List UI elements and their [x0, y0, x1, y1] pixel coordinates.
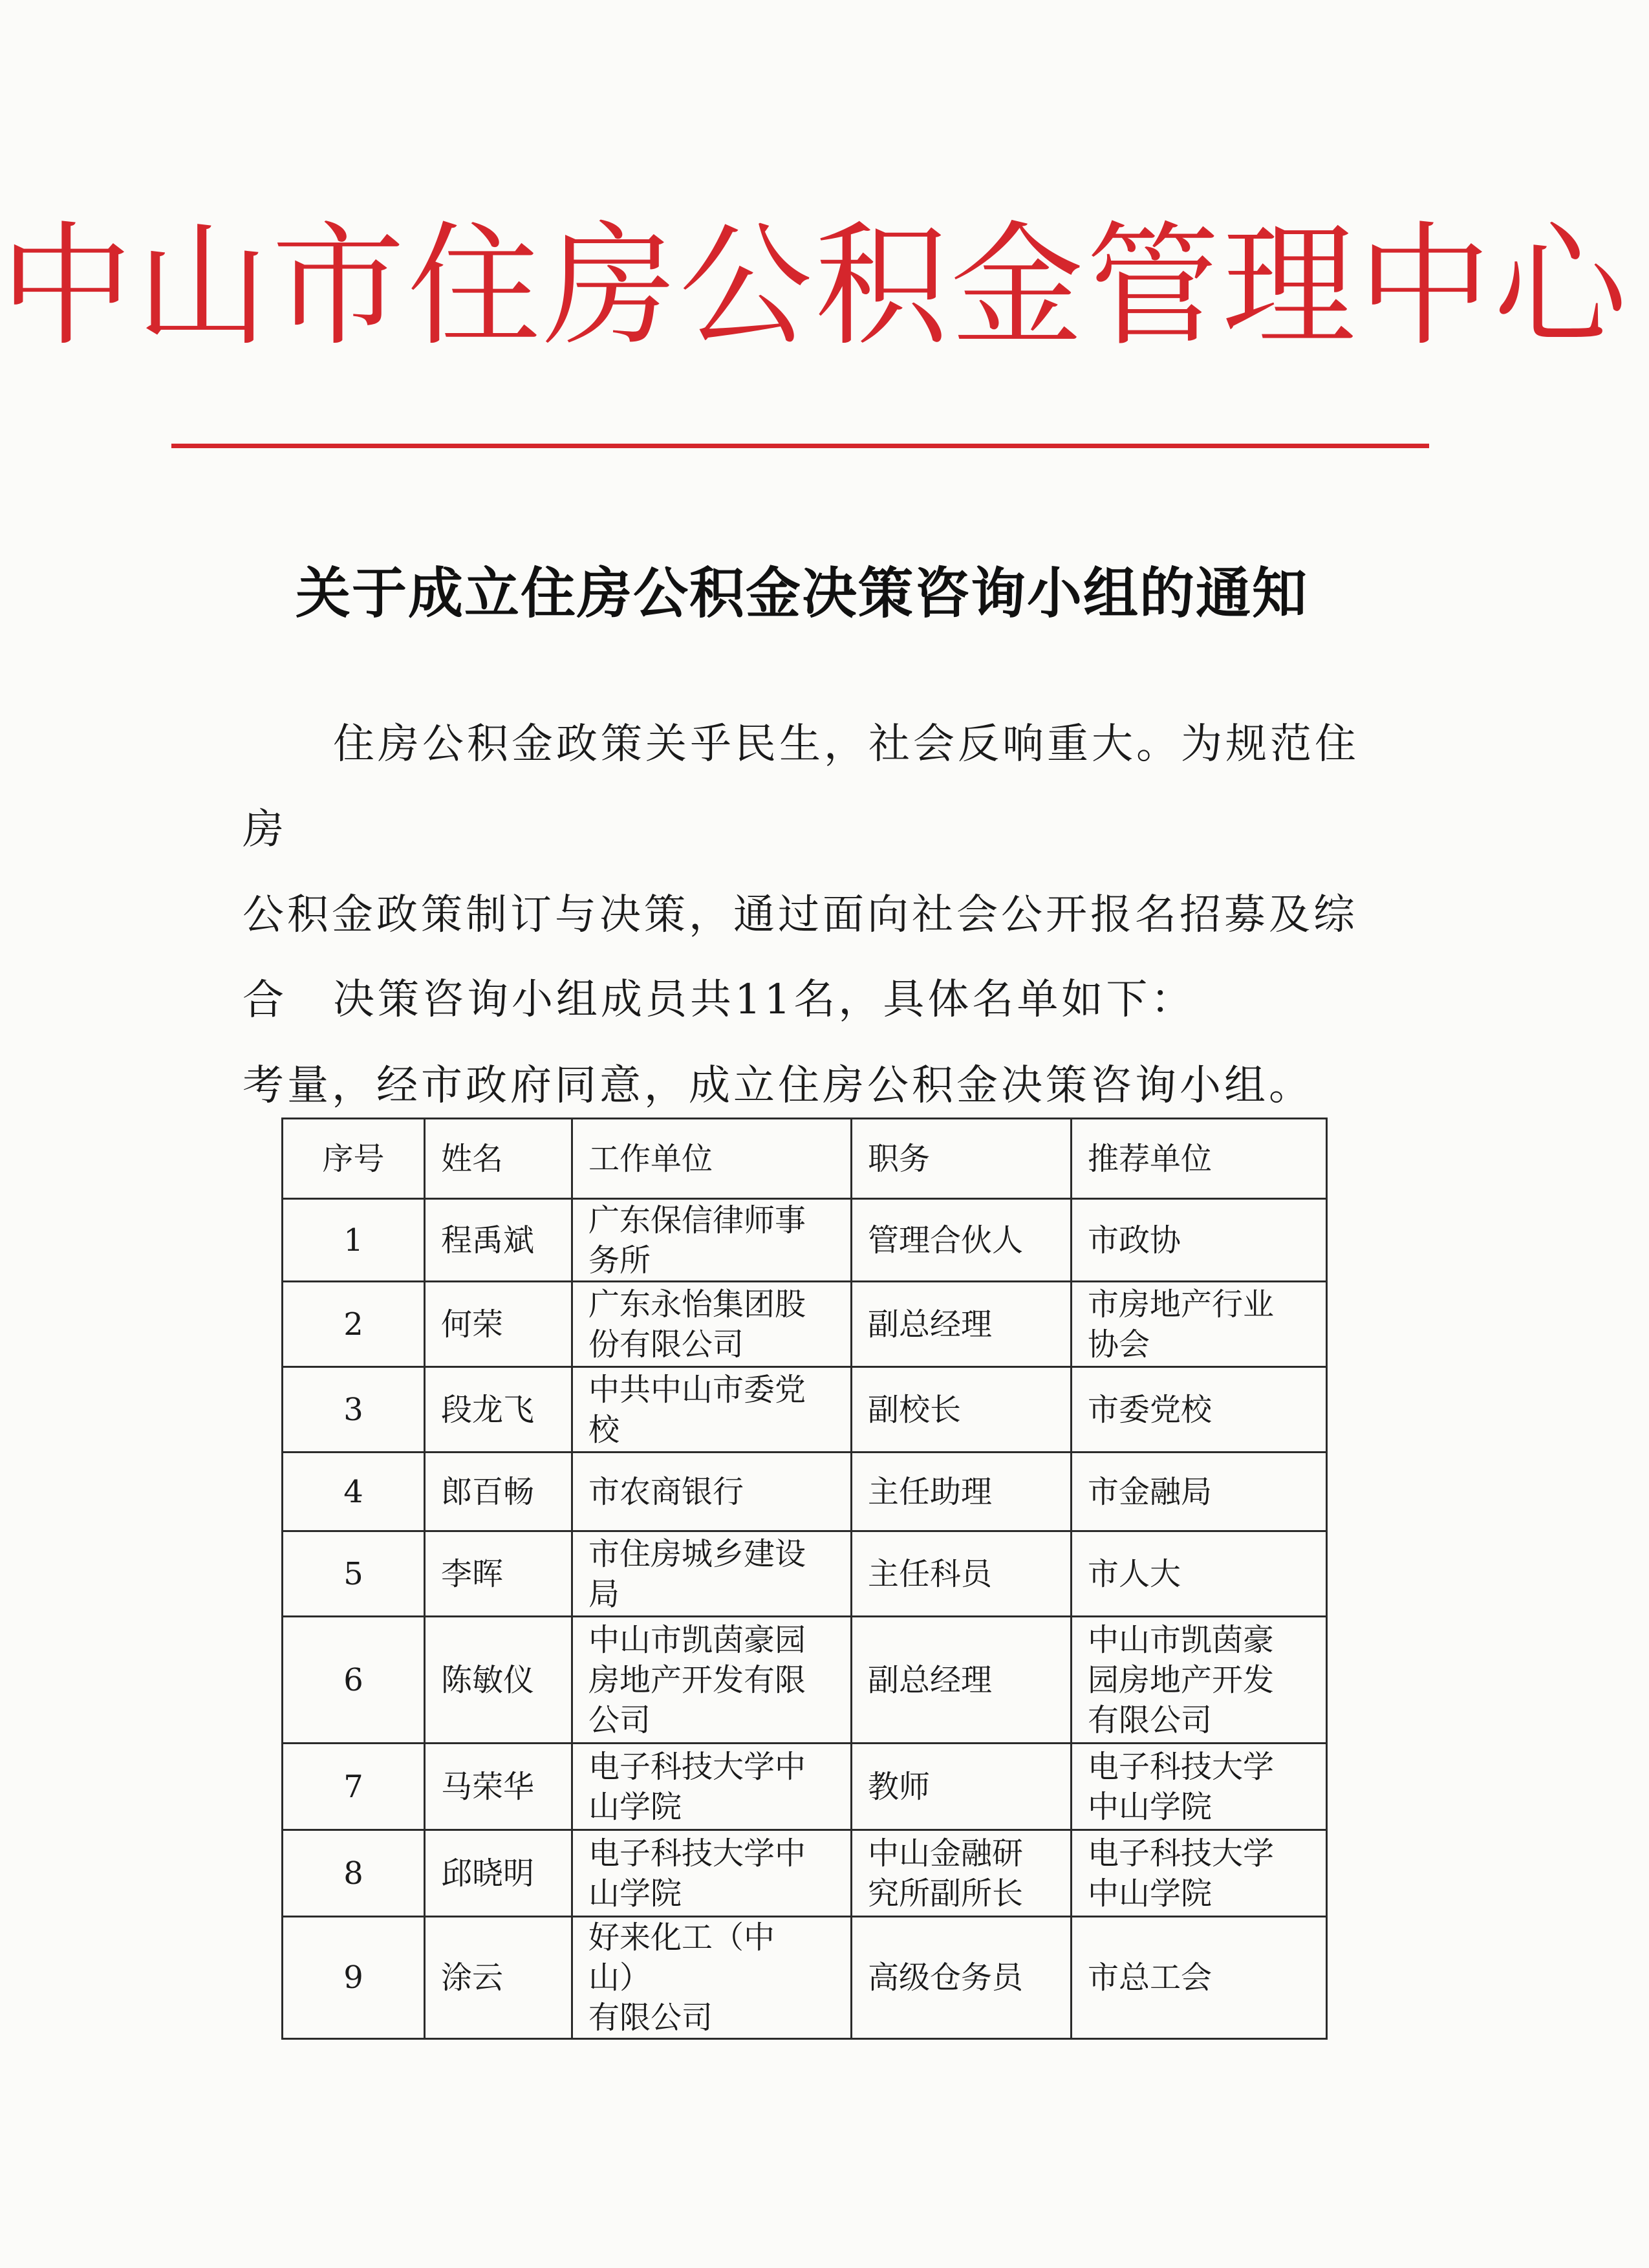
cell-position-text: 主任助理 — [868, 1473, 993, 1510]
cell-index: 8 — [283, 1830, 425, 1917]
cell-index: 1 — [283, 1199, 425, 1282]
cell-index: 9 — [283, 1917, 425, 2039]
member-list-table — [281, 1118, 1328, 2040]
cell-position-text: 副总经理 — [868, 1661, 993, 1698]
cell-employer — [572, 1453, 852, 1531]
cell-name: 何荣 — [425, 1282, 572, 1367]
cell-position — [852, 1367, 1072, 1453]
cell-position — [852, 1617, 1072, 1744]
cell-name: 郎百畅 — [425, 1453, 572, 1531]
cell-position — [852, 1199, 1072, 1282]
table-row — [283, 1453, 1327, 1531]
cell-employer — [572, 1830, 852, 1917]
cell-employer-text: 电子科技大学中 山学院 — [588, 1748, 806, 1825]
cell-recommender-text: 市人大 — [1088, 1555, 1181, 1592]
table-row — [283, 1282, 1327, 1367]
cell-position — [852, 1744, 1072, 1830]
intro-paragraph — [242, 702, 1381, 1129]
cell-recommender-text: 市总工会 — [1088, 1960, 1212, 1996]
cell-name: 程禹斌 — [425, 1199, 572, 1282]
cell-position-text: 副总经理 — [868, 1306, 993, 1343]
cell-recommender — [1072, 1830, 1327, 1917]
header-recommender: 推荐单位 — [1072, 1119, 1327, 1199]
cell-name: 段龙飞 — [425, 1367, 572, 1453]
cell-recommender-text: 中山市凯茵豪 园房地产开发 有限公司 — [1088, 1621, 1275, 1738]
cell-recommender — [1072, 1617, 1327, 1744]
cell-position — [852, 1830, 1072, 1917]
notice-title: 关于成立住房公积金决策咨询小组的通知 — [295, 562, 1308, 626]
cell-employer-text: 广东保信律师事 务所 — [588, 1202, 806, 1279]
cell-name: 马荣华 — [425, 1744, 572, 1830]
member-count-paragraph — [242, 957, 1381, 1042]
table-row — [283, 1367, 1327, 1453]
cell-recommender-text: 市委党校 — [1088, 1391, 1212, 1428]
cell-employer — [572, 1367, 852, 1453]
cell-employer-text: 市住房城乡建设 局 — [588, 1535, 806, 1612]
cell-employer — [572, 1199, 852, 1282]
header-name: 姓名 — [425, 1119, 572, 1199]
cell-index: 6 — [283, 1617, 425, 1744]
cell-recommender-text: 市政协 — [1088, 1222, 1181, 1258]
cell-index: 3 — [283, 1367, 425, 1453]
cell-employer-text: 好来化工（中山） 有限公司 — [588, 1919, 775, 2036]
cell-recommender-text: 市房地产行业 协会 — [1088, 1286, 1275, 1363]
header-employer: 工作单位 — [572, 1119, 852, 1199]
cell-employer-text: 市农商银行 — [588, 1473, 744, 1510]
cell-recommender — [1072, 1367, 1327, 1453]
header-position: 职务 — [852, 1119, 1072, 1199]
table-row — [283, 1531, 1327, 1617]
cell-recommender-text: 电子科技大学 中山学院 — [1088, 1748, 1275, 1825]
cell-position-text: 教师 — [868, 1768, 931, 1805]
cell-recommender — [1072, 1531, 1327, 1617]
cell-position-text: 高级仓务员 — [868, 1960, 1024, 1996]
table-header-row — [283, 1119, 1327, 1199]
table-row — [283, 1199, 1327, 1282]
cell-recommender-text: 市金融局 — [1088, 1473, 1212, 1510]
cell-employer — [572, 1917, 852, 2039]
cell-index: 2 — [283, 1282, 425, 1367]
cell-name: 邱晓明 — [425, 1830, 572, 1917]
intro-paragraph-text: 住房公积金政策关乎民生，社会反响重大。为规范住房 公积金政策制订与决策，通过面向社会公开报名招募及综合 考量，经市政府同意，成立住房公积金决策咨询小组。 — [242, 720, 1359, 1110]
cell-position-text: 管理合伙人 — [868, 1222, 1024, 1258]
table-row — [283, 1744, 1327, 1830]
cell-employer — [572, 1617, 852, 1744]
cell-recommender-text: 电子科技大学 中山学院 — [1088, 1835, 1275, 1912]
cell-index: 4 — [283, 1453, 425, 1531]
cell-employer — [572, 1531, 852, 1617]
cell-position-text: 主任科员 — [868, 1555, 993, 1592]
cell-position — [852, 1917, 1072, 2039]
table-row — [283, 1617, 1327, 1744]
letterhead-red-rule — [171, 444, 1429, 448]
org-letterhead-title: 中山市住房公积金管理中心 — [0, 209, 1630, 364]
cell-employer-text: 中共中山市委党 校 — [588, 1371, 806, 1448]
cell-recommender — [1072, 1282, 1327, 1367]
cell-employer-text: 中山市凯茵豪园 房地产开发有限 公司 — [588, 1621, 806, 1738]
cell-recommender — [1072, 1199, 1327, 1282]
cell-index: 5 — [283, 1531, 425, 1617]
cell-name: 陈敏仪 — [425, 1617, 572, 1744]
cell-position — [852, 1453, 1072, 1531]
cell-index: 7 — [283, 1744, 425, 1830]
cell-recommender — [1072, 1917, 1327, 2039]
cell-name: 李晖 — [425, 1531, 572, 1617]
cell-employer — [572, 1282, 852, 1367]
table-row — [283, 1917, 1327, 2039]
cell-name: 涂云 — [425, 1917, 572, 2039]
cell-employer-text: 广东永怡集团股 份有限公司 — [588, 1286, 806, 1363]
cell-position — [852, 1531, 1072, 1617]
cell-recommender — [1072, 1744, 1327, 1830]
member-count-text: 决策咨询小组成员共11名，具体名单如下： — [333, 976, 1196, 1024]
cell-position — [852, 1282, 1072, 1367]
cell-position-text: 中山金融研 究所副所长 — [868, 1835, 1024, 1912]
header-index: 序号 — [283, 1119, 425, 1199]
cell-recommender — [1072, 1453, 1327, 1531]
cell-employer — [572, 1744, 852, 1830]
cell-employer-text: 电子科技大学中 山学院 — [588, 1835, 806, 1912]
cell-position-text: 副校长 — [868, 1391, 962, 1428]
table-row — [283, 1830, 1327, 1917]
